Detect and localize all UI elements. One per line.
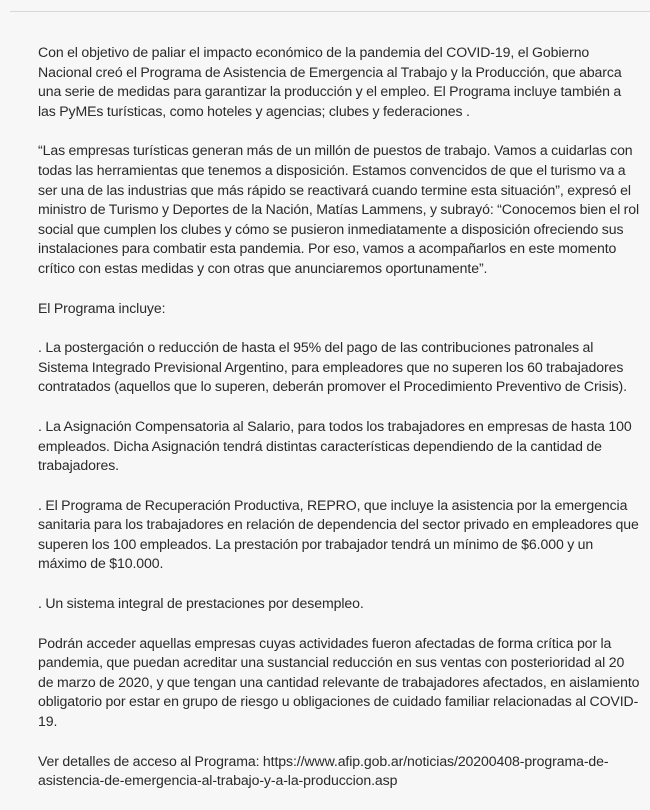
top-divider bbox=[10, 11, 650, 12]
quote-paragraph: “Las empresas turísticas generan más de un millón de puestos de trabajo. Vamos a cuidarlas con todas las herramientas que tenemos a disposición. Estamos convencidos de que el turismo va a ser una de las industrias que más rápido se reactivará cuando termine esta situación”, expresó el ministro de Turismo y Deportes de la Nación, Matías Lammens, y subrayó: “Conocemos bien el rol social que cumplen los clubes y cómo se pusieron inmediatamente a disposición ofreciendo sus instalaciones para combatir esta pandemia. Por eso, vamos a acompañarlos en este momento crítico con estas medidas y con otras que anunciaremos oportunamente”. bbox=[38, 142, 640, 276]
eligibility-paragraph: Podrán acceder aquellas empresas cuyas actividades fueron afectadas de forma crítica por la pandemia, que puedan acreditar una sustancial reducción en sus ventas con posterioridad al 20 de marzo de 2020, y que tengan una cantidad relevante de trabajadores afectados, en aislamiento obligatorio por estar en grupo de riesgo u obligaciones de cuidado familiar relacionadas al COVID-19. bbox=[38, 634, 640, 730]
intro-paragraph: Con el objetivo de paliar el impacto económico de la pandemia del COVID-19, el Gobierno Nacional creó el Programa de Asistencia de Emergencia al Trabajo y la Producción, que abarca una serie de medidas para garantizar la producción y el empleo. El Programa incluye también a las PyMEs turísticas, como hoteles y agencias; clubes y federaciones . bbox=[38, 44, 622, 119]
article-body bbox=[38, 43, 642, 810]
program-includes-heading: El Programa incluye: bbox=[38, 299, 166, 316]
list-item-contributions: . La postergación o reducción de hasta el 95% del pago de las contribuciones patronales al Sistema Integrado Previsional Argentino, para empleadores que no superen los 60 trabajadores contratados (aquellos que lo superen, deberán promover el Procedimiento Preventivo de Crisis). bbox=[38, 339, 627, 395]
list-item-repro: . El Programa de Recuperación Productiva, REPRO, que incluye la asistencia por la emergencia sanitaria para los trabajadores en relación de dependencia del sector privado en empleadores que superen los 100 empleados. La prestación por trabajador tendrá un mínimo de $6.000 y un máximo de $10.000. bbox=[38, 496, 639, 572]
list-item-salary-compensation: . La Asignación Compensatoria al Salario, para todos los trabajadores en empresas de hasta 100 empleados. Dicha Asignación tendrá distintas características dependiendo de la cantidad de trabajadores. bbox=[38, 417, 632, 474]
list-item-unemployment: . Un sistema integral de prestaciones por desempleo. bbox=[38, 595, 364, 612]
details-link-paragraph: Ver detalles de acceso al Programa: https://www.afip.gob.ar/noticias/20200408-programa-de-asistencia-de-emergencia-al-trabajo-y-a-la-produccion.asp bbox=[38, 752, 609, 789]
